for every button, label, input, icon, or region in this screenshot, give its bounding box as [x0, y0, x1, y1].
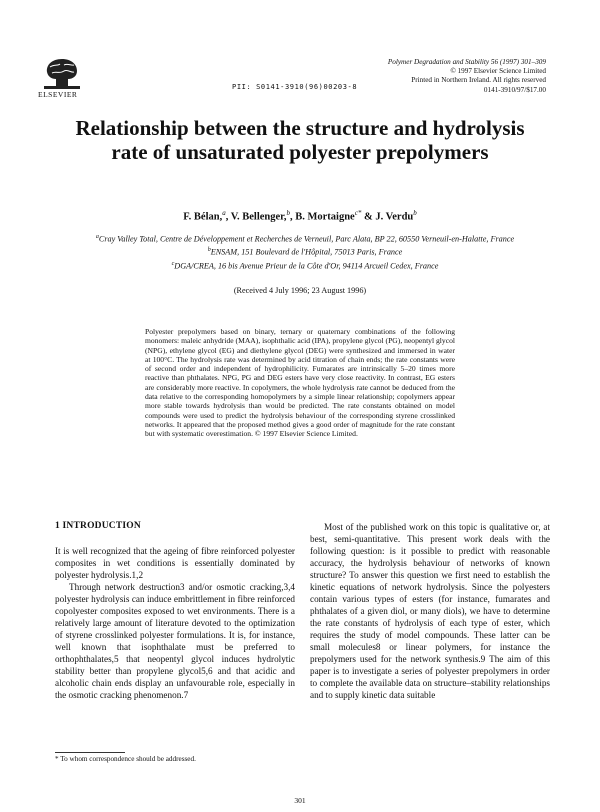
abstract: Polyester prepolymers based on binary, ternary or quaternary combinations of the following monomers: maleic anhydride (MAA), isophthalic acid (IPA), propylene glycol (PG), neopentyl glycol (NPG), ethylene glycol (EG) and diethylene glycol (DEG) were synthesized and immersed in water at 100°C. The hydrolysis rate was determined by acid titration of chain ends; the rate constants were of second order and independent of hydrophilicity. Fumarates are intrinsically 5–20 times more reactive than phthalates. NPG, PG and DEG esters have very close reactivity. In contrast, EG esters are considerably more reactive. In copolymers, the whole hydrolysis rate cannot be deduced from the data relative to the corresponding homopolymers by a simple linear relationship; copolymers appear more stable towards hydrolysis than would be predicted. The rate constants obtained on model compounds were used to predict the hydrolysis behaviour of the corresponding styrene crosslinked networks. It appeared that the proposed method gives a good order of magnitude for the rate constant but with systematic overestimation. © 1997 Elsevier Science Limited.	[145, 327, 455, 439]
article-title: Relationship between the structure and hydrolysis rate of unsaturated polyester prepolymers	[75, 116, 525, 164]
author-affiliation-mark: a	[222, 209, 226, 217]
affiliation	[55, 245, 555, 258]
issn-line: 0141-3910/97/$17.00	[483, 85, 546, 94]
author-name: B. Mortaigne	[295, 211, 355, 223]
printed-line: Printed in Northern Ireland. All rights reserved	[411, 76, 546, 85]
affiliation-mark: a	[95, 234, 99, 240]
received-date: (Received 4 July 1996; 23 August 1996)	[233, 286, 367, 295]
author-separator: ,	[289, 211, 296, 223]
section-heading: 1 INTRODUCTION	[55, 521, 141, 531]
affiliation-mark: c	[171, 260, 175, 267]
author-affiliation-mark: b	[413, 209, 417, 217]
journal-citation: Polymer Degradation and Stability 56 (1997) 301–309	[387, 58, 546, 66]
pii-identifier: PII: S0141-3910(96)00203-8	[232, 83, 358, 91]
author-separator: &	[361, 211, 376, 223]
author-separator: ,	[225, 211, 231, 223]
author-affiliation-mark: c*	[354, 209, 362, 217]
footnote: * To whom correspondence should be addressed.	[55, 755, 196, 763]
right-column	[310, 521, 550, 701]
affiliation	[55, 232, 555, 245]
copyright-line: © 1997 Elsevier Science Limited	[450, 67, 546, 76]
author-affiliation-mark: b	[286, 209, 290, 217]
paragraph: Through network destruction3 and/or osmotic cracking,3,4 polyester hydrolysis can induce embrittlement in fibre reinforced copolyester composites exposed to wet environments. There is a relatively large amount of literature devoted to the optimization of styrene crosslinked polyester formulations. It is, for instance, well known that isophthalate must be preferred to orthophthalates,5 that neopentyl glycol induces hydrolytic stability better than propylene glycol5,6 and that acidic and alcoholic chain ends display an unfavourable role, especially in the osmotic cracking phenomenon.7	[55, 582, 295, 700]
left-column	[55, 545, 295, 701]
affiliation-text: Cray Valley Total, Centre de Développement et Recherches de Verneuil, Parc Alata, BP 22, 60550 Verneuil-en-Halatte, France	[98, 234, 515, 244]
affiliation-text: ENSAM, 151 Boulevard de l'Hôpital, 75013 Paris, France	[210, 248, 403, 258]
affiliation	[55, 259, 555, 272]
journal-info	[346, 58, 546, 95]
paragraph: Most of the published work on this topic is qualitative or, at best, semi-quantitative. This present work deals with the following question: is it possible to predict with reasonable accuracy, the hydrolysis behaviour of networks of known structure? To answer this question we first need to establish the kinetic equations of network hydrolysis. Since the polyesters contain various types of esters (for instance, fumarates and phthalates of a given diol, or many diols), we have to determine the rate constants of hydrolysis of each type of ester, which requires the study of model compounds. These latter can be small molecules8 or linear polymers, for instance the prepolymers used for the network synthesis.9 The aim of this paper is to investigate a series of polyester prepolymers in order to complete the available data on structure–stability relationships and to supply kinetic data suitable	[310, 522, 550, 700]
affiliation-list	[55, 232, 555, 272]
paragraph: It is well recognized that the ageing of fibre reinforced polyester composites in wet conditions is essentially dominated by polyester hydrolysis.1,2	[55, 546, 295, 580]
elsevier-logo-icon	[40, 55, 84, 91]
author-name: J. Verdu	[375, 211, 414, 223]
author-name: V. Bellenger,	[230, 211, 287, 223]
page-number: 301	[294, 796, 306, 805]
affiliation-text: DGA/CREA, 16 bis Avenue Prieur de la Côte d'Or, 94114 Arcueil Cedex, France	[174, 261, 439, 271]
author-name: F. Bélan,	[183, 211, 223, 223]
footnote-divider	[55, 752, 125, 753]
affiliation-mark: b	[207, 247, 211, 254]
author-list	[60, 209, 540, 223]
publisher-name: ELSEVIER	[38, 90, 78, 99]
